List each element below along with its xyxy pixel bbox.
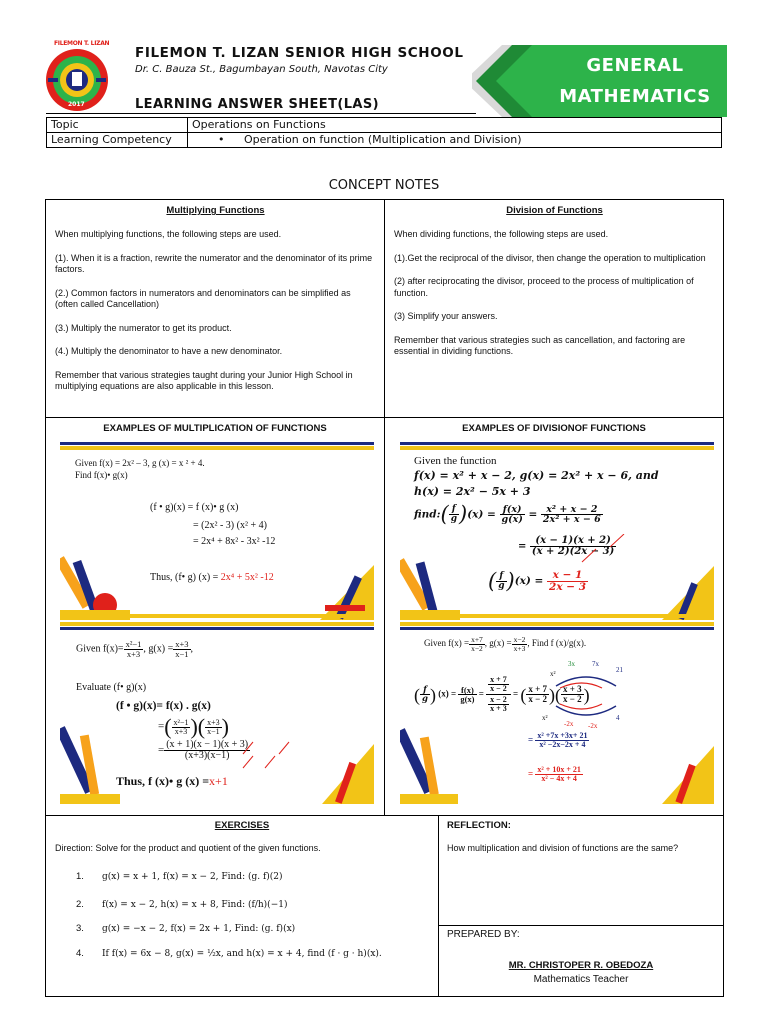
div-ex1-find-label: find: — [414, 508, 441, 521]
exercise-text-2: f(x) = x − 2, h(x) = x + 8, Find: (f/h)(−1) — [102, 900, 288, 910]
mult-note-5: Remember that various strategies taught during your Junior High School in multiplying equations are also applicable in this lesson. — [55, 369, 353, 391]
mult-ex1-thus-label: Thus, (f• g) (x) = — [150, 572, 219, 583]
mult-ex1-given: Given f(x) = 2x² – 3, g (x) = x ² + 4. — [75, 458, 205, 468]
prepared-role: Mathematics Teacher — [533, 974, 629, 985]
mult-ex2-f-frac — [124, 640, 144, 658]
exercise-item-4 — [76, 948, 382, 959]
mult-ex2-g-den-2: x−1 — [207, 726, 220, 736]
reflection-title: REFLECTION: — [447, 820, 511, 831]
exercises-title: EXERCISES — [214, 820, 270, 831]
mult-ex2-g-num-2: x+3 — [207, 717, 220, 727]
mult-ex1-step1: (f • g)(x) = f (x)• g (x) — [150, 502, 239, 513]
div-ex2-ann-4: 4 — [616, 714, 620, 722]
div-ex2-d-num: x + 3 — [562, 684, 582, 694]
mult-ex2-g-den: x−1 — [175, 648, 189, 659]
div-ex2-ann-x2a: x² — [550, 670, 556, 678]
topic-row — [47, 118, 722, 133]
school-supplies-art-4 — [400, 722, 458, 804]
div-ex2-b-num: x − 2 — [490, 695, 507, 704]
division-notes — [384, 199, 724, 418]
div-ex1-num3: x − 1 — [547, 570, 588, 582]
school-supplies-art-3 — [400, 552, 460, 620]
div-note-1: (1).Get the reciprocal of the divisor, then change the operation to multiplication — [394, 252, 706, 263]
exercise-num-2: 2. — [76, 899, 84, 910]
topic-label: Topic — [47, 118, 188, 133]
school-supplies-art-2 — [60, 720, 120, 804]
school-name: FILEMON T. LIZAN SENIOR HIGH SCHOOL — [135, 45, 464, 61]
div-ex2-r2-num: x² + 10x + 21 — [537, 765, 581, 774]
div-ex1-line1: f(x) = x² + x − 2, g(x) = 2x² + x − 6, and — [414, 469, 659, 482]
div-ex2-result1: = $\frac{\text{x² +7x +3x+ 21}}{\text{x² −2x−2x + 4}}$ — [528, 731, 588, 749]
div-ex1-given: Given the function — [414, 455, 497, 467]
mult-ex1-thus — [150, 572, 274, 583]
div-ex2-g-frac — [512, 636, 528, 652]
competency-label: Learning Competency — [47, 133, 188, 148]
mult-note-2: (2.) Common factors in numerators and denominators can be simplified as (often called Cancellation) — [55, 287, 351, 309]
mult-ex2-g-frac-2 — [205, 719, 222, 736]
div-ex2-f-den: x−2 — [471, 643, 483, 653]
title-underline — [46, 113, 476, 114]
div-example-2 — [400, 622, 714, 804]
exercise-item-2 — [76, 899, 287, 910]
div-ex2-ann-21: 21 — [616, 666, 623, 674]
ruler-art-4 — [662, 734, 714, 804]
div-ex1-num1: x² + x − 2 — [541, 505, 603, 516]
div-ex2-g-num: x−2 — [513, 635, 526, 644]
div-ex1-num2: (x − 1)(x + 2) — [530, 536, 616, 547]
mult-ex2-f-num: x²−1 — [125, 639, 142, 649]
mult-ex2-fac-den: (x+3)(x−1) — [184, 750, 230, 761]
div-ex2-r1-num: x² +7x +3x+ 21 — [537, 731, 588, 740]
mult-example-1 — [60, 440, 374, 620]
div-ex2-r2-frac — [535, 766, 583, 783]
division-title: Division of Functions — [506, 205, 603, 216]
mult-ex2-eq: = — [158, 744, 165, 757]
mult-note-4: (4.) Multiply the denominator to have a new denominator. — [55, 346, 283, 356]
div-note-0: When dividing functions, the following steps are used. — [394, 229, 609, 239]
concept-notes-title: CONCEPT NOTES — [328, 178, 440, 193]
div-ex2-g-den: x+3 — [513, 643, 526, 653]
div-note-3: (3) Simplify your answers. — [394, 311, 498, 321]
div-ex1-gx: g(x) — [501, 514, 523, 525]
mult-ex1-answer: 2x⁴ + 5x² -12 — [220, 572, 274, 583]
competency-value: Operation on function (Multiplication and Division) — [244, 133, 522, 146]
div-ex1-factored: = $\frac{(x - 1)(x + 2)}{(x + 2)(2x - 3)}$ — [518, 535, 615, 557]
school-address: Dr. C. Bauza St., Bagumbayan South, Navotas City — [135, 64, 388, 75]
mult-ex1-step3: = 2x⁴ + 8x² - 3x² -12 — [193, 536, 276, 547]
div-ex2-r1-frac — [535, 732, 589, 749]
exercise-item-3 — [76, 923, 295, 934]
div-ex2-ann-x2b: x² — [542, 714, 548, 722]
mult-ex2-line1: (f • g)(x)= f(x) . g(x) — [116, 700, 211, 712]
div-ex2-c-num: x + 7 — [528, 684, 547, 694]
exercise-num-4: 4. — [76, 948, 84, 959]
mult-ex2-given-label: Given f(x)= — [76, 643, 124, 655]
div-ex2-f-num: x+7 — [471, 635, 483, 644]
mult-note-1: (1). When it is a fraction, rewrite the numerator and the denominator of its prime factors. — [55, 252, 373, 274]
div-ex1-fg — [500, 505, 525, 525]
div-ex2-ann-3x: 3x — [568, 660, 575, 668]
div-ex2-b-den: x + 3 — [490, 704, 507, 713]
ruler-art-3 — [662, 558, 714, 620]
reflection-box — [438, 815, 724, 926]
multiplying-notes — [45, 199, 385, 418]
div-ex1-fx: f(x) — [500, 505, 525, 516]
div-ex2-ann-m2x-b: -2x — [588, 722, 598, 730]
exercises-direction: Direction: Solve for the product and quotient of the given functions. — [55, 843, 321, 853]
div-ex2-given-label: Given f(x) = — [424, 638, 470, 649]
div-cancel-marks — [580, 534, 640, 564]
subject-line-2: MATHEMATICS — [559, 86, 711, 107]
div-note-4: Remember that various strategies such as cancellation, and factoring are essential in dividing functions. — [394, 334, 686, 356]
mult-ex2-f-den: x+3 — [126, 648, 141, 659]
div-ex2-result2: = $\frac{\text{x² + 10x + 21}}{\text{x² − 4x + 4}}$ — [528, 765, 581, 783]
div-ex2-find: , Find f (x)/g(x). — [527, 638, 587, 649]
exercise-text-4: If f(x) = 6x − 8, g(x) = ½x, and h(x) = x + 4, find (f · g · h)(x). — [102, 949, 382, 959]
mult-ex2-g-num: x+3 — [175, 639, 189, 649]
div-note-2: (2) after reciprocating the divisor, proceed to the process of multiplication of function. — [394, 276, 694, 298]
mult-ex2-f-frac-2 — [172, 719, 191, 736]
ruler-art — [315, 555, 374, 620]
logo-year-text: 2017 — [68, 101, 85, 108]
prepared-name: MR. CHRISTOPER R. OBEDOZA — [508, 960, 654, 971]
div-ex2-a-num: x + 7 — [490, 675, 507, 684]
div-example-1 — [400, 440, 714, 620]
school-supplies-art — [60, 550, 130, 620]
div-ex1-poly — [541, 505, 603, 525]
exercise-num-3: 3. — [76, 923, 84, 934]
ruler-art-2 — [322, 732, 374, 804]
exercise-item-1 — [76, 871, 283, 882]
div-ex2-given — [424, 636, 586, 652]
sheet-title: LEARNING ANSWER SHEET(LAS) — [135, 97, 379, 112]
topic-value: Operations on Functions — [188, 118, 722, 133]
mult-note-3: (3.) Multiply the numerator to get its product. — [55, 322, 232, 333]
div-ex1-find: find:( $\frac{f}{g}$ )(x) = $\frac{f(x)}{g(x)}$ = $\frac{\text{x² + x − 2}}{\text{2x² + x − 6}}$ — [414, 502, 601, 526]
div-ex1-answer — [547, 570, 588, 592]
mult-example-2 — [60, 622, 374, 804]
mult-ex2-g-label: , g(x) = — [143, 643, 174, 655]
cancel-marks — [235, 740, 305, 770]
prepared-label: PREPARED BY: — [447, 929, 520, 940]
logo-top-text: FILEMON T. LIZAN — [54, 40, 110, 47]
mult-ex2-fac-num: (x + 1)(x − 1)(x + 3) — [166, 739, 249, 750]
reflection-question: How multiplication and division of functions are the same? — [447, 843, 679, 853]
competency-bullet: • — [218, 133, 225, 146]
mult-ex2-evaluate: Evaluate (f• g)(x) — [76, 682, 147, 693]
div-ex2-d-den: x − 2 — [562, 694, 582, 704]
mult-ex2-thus-label: Thus, f (x)• g (x) = — [116, 774, 210, 788]
div-ex1-result: ( $\frac{f}{g}$ )(x) = $\frac{x - 1}{2x - 3}$ — [488, 568, 586, 593]
foil-arrows — [546, 672, 626, 720]
div-f-over-g: $\frac{f}{g}$ — [450, 504, 457, 524]
div-ex2-c-den: x − 2 — [528, 694, 547, 704]
mult-ex2-given: Given f(x)= $\frac{\text{x²−1}}{x+3}$ , g(x) = $\frac{x+3}{x-1}$ , — [76, 639, 194, 659]
mult-ex2-f-den-2: x+3 — [174, 726, 188, 736]
div-ex2-r1-den: x² −2x−2x + 4 — [539, 740, 586, 749]
div-ex2-complex — [486, 676, 511, 713]
exercise-text-3: g(x) = −x − 2, f(x) = 2x + 1, Find: (g. f)(x) — [102, 924, 296, 934]
div-ex2-r2-den: x² − 4x + 4 — [541, 774, 577, 783]
div-ex2-fg: $\frac{f(x)}{g(x)}$ — [460, 684, 475, 704]
multiplying-title: Multiplying Functions — [166, 205, 265, 216]
competency-row — [47, 133, 722, 148]
div-ex2-g-label: , g(x) = — [484, 638, 512, 649]
div-ex2-f-frac — [469, 636, 485, 652]
subject-line-1: GENERAL — [586, 55, 684, 76]
div-ex2-setup: ( $\frac{f}{g}$ ) (x) = $\frac{f(x)}{g(x)}$ = x + 7 x − 2 x − 2 x + 3 = ( $\frac{x + 7}{x - 2}$ )( $\frac{x + 3}{x - 2}$ ) — [414, 675, 590, 713]
div-examples-title: EXAMPLES OF DIVISIONOF FUNCTIONS — [462, 423, 646, 434]
div-ex2-a-den: x − 2 — [490, 684, 507, 693]
div-ex1-line2: h(x) = 2x² − 5x + 3 — [414, 485, 531, 498]
mult-ex1-step2: = (2x² - 3) (x² + 4) — [193, 520, 267, 531]
exercise-num-1: 1. — [76, 871, 84, 882]
mult-note-0: When multiplying functions, the following steps are used. — [55, 229, 282, 239]
div-ex2-ann-m2x-a: -2x — [564, 720, 574, 728]
mult-ex2-thus — [116, 774, 228, 789]
topic-table — [46, 117, 722, 148]
div-ex1-den3: 2x − 3 — [549, 580, 586, 593]
mult-ex2-line2: =( $\frac{\text{x²−1}}{x+3}$ )( $\frac{x+3}{x-1}$ ) — [158, 714, 229, 739]
div-ex1-den1: 2x² + x − 6 — [542, 514, 601, 525]
mult-ex1-find: Find f(x)• g(x) — [75, 470, 128, 480]
mult-ex2-answer: x+1 — [209, 774, 228, 788]
mult-examples-title: EXAMPLES OF MULTIPLICATION OF FUNCTIONS — [103, 423, 327, 434]
div-ex1-den2: (x + 2)(2x − 3) — [531, 546, 615, 557]
div-ex2-ann-7x: 7x — [592, 660, 599, 668]
mult-ex2-f-num-2: x²−1 — [173, 717, 189, 727]
exercise-text-1: g(x) = x + 1, f(x) = x − 2, Find: (g. f)(2) — [102, 872, 283, 882]
mult-ex2-g-frac — [173, 640, 190, 658]
